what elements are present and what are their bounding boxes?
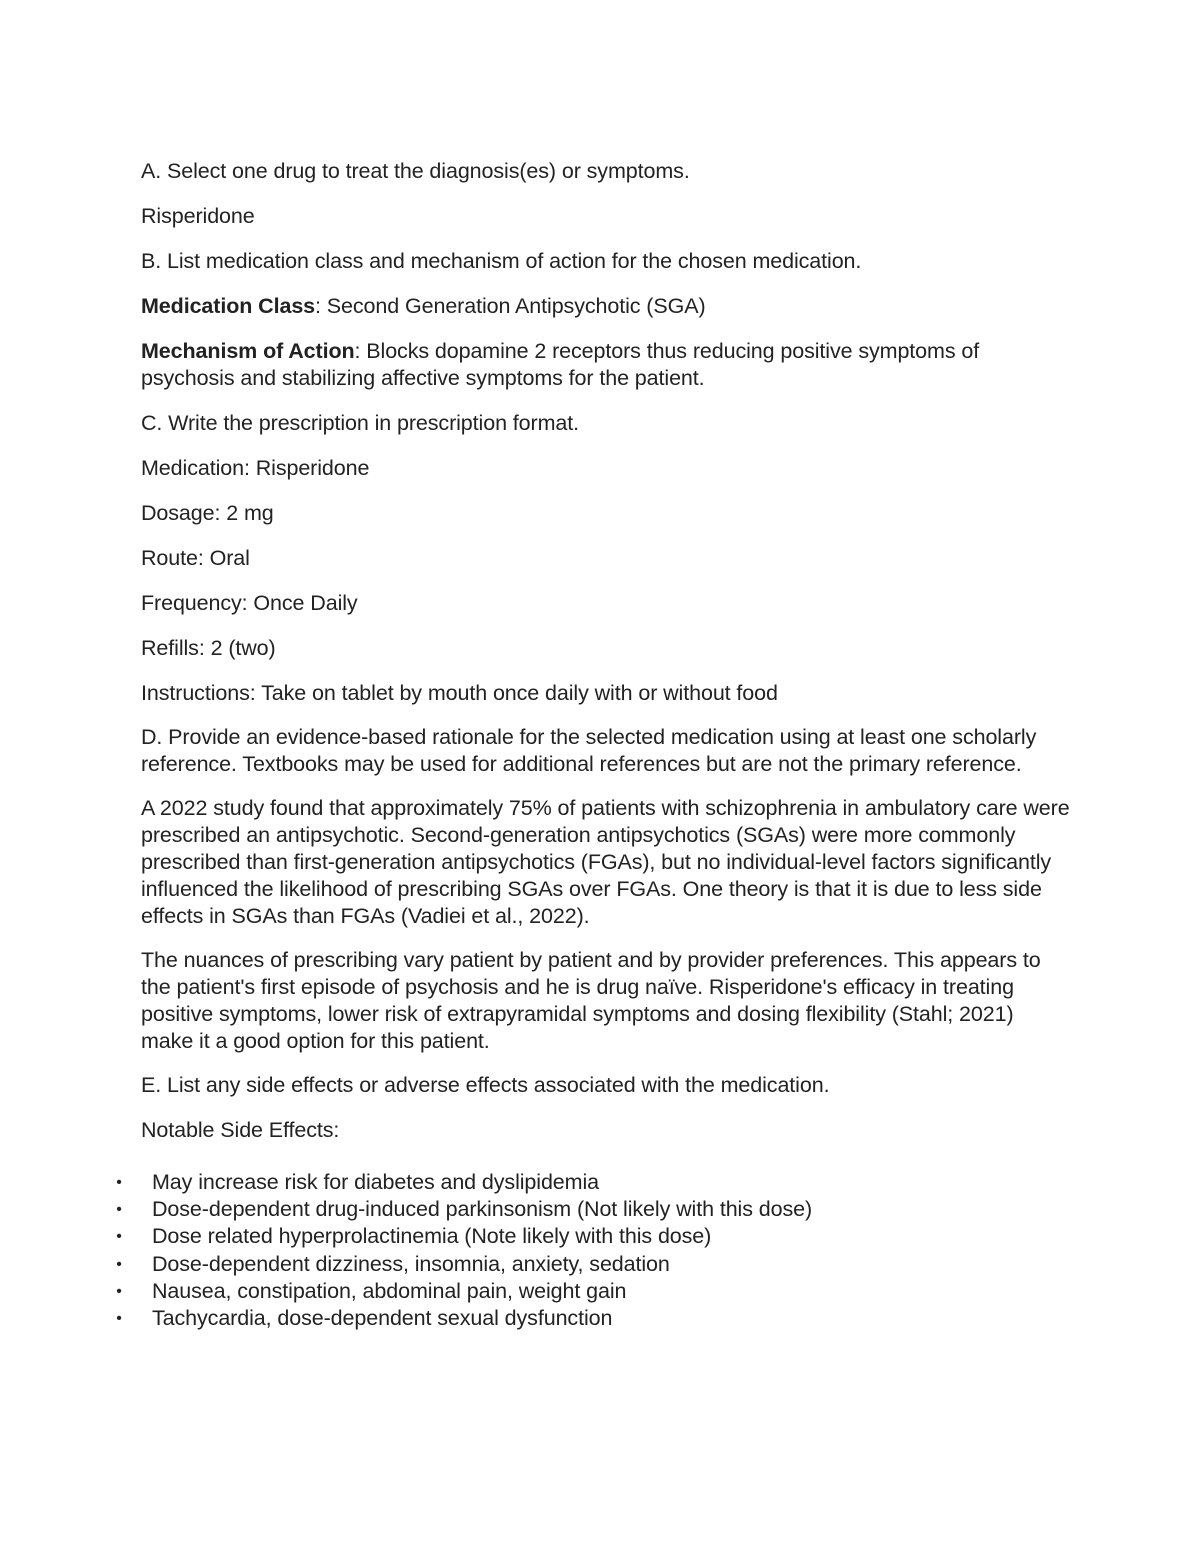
section-a-answer: Risperidone [141, 204, 255, 228]
mechanism-of-action [141, 338, 1071, 392]
rx-dosage: Dosage: 2 mg [141, 501, 274, 525]
medication-class-label: Medication Class [141, 294, 316, 318]
rx-medication: Medication: Risperidone [141, 456, 370, 480]
document-body [116, 158, 1071, 1332]
section-a-question: A. Select one drug to treat the diagnosis(es) or symptoms. [141, 159, 690, 183]
list-item-text: Dose-dependent drug-induced parkinsonism (Not likely with this dose) [152, 1197, 813, 1222]
mechanism-of-action-label: Mechanism of Action [141, 339, 355, 363]
side-effects-list [112, 1169, 1042, 1332]
bullet-icon: • [116, 1310, 122, 1328]
medication-class [141, 293, 1071, 320]
bullet-icon: • [116, 1255, 122, 1273]
list-item-text: Tachycardia, dose-dependent sexual dysfunction [152, 1306, 613, 1331]
list-item [112, 1305, 1042, 1332]
bullet-icon: • [116, 1228, 122, 1246]
list-item-text: Dose related hyperprolactinemia (Note likely with this dose) [152, 1224, 712, 1249]
list-item-text: Dose-dependent dizziness, insomnia, anxiety, sedation [152, 1251, 670, 1276]
list-item [112, 1278, 1042, 1305]
rx-frequency: Frequency: Once Daily [141, 591, 358, 615]
list-item [112, 1169, 1042, 1196]
list-item-text: May increase risk for diabetes and dyslipidemia [152, 1170, 600, 1194]
mechanism-of-action-value: : Blocks dopamine 2 receptors thus reducing positive symptoms of psychosis and stabilizing affective symptoms for the patient. [141, 339, 980, 390]
rationale-paragraph-1: A 2022 study found that approximately 75% of patients with schizophrenia in ambulatory care were prescribed an antipsychotic. Second-generation antipsychotics (SGAs) were more commonly prescribed than first-generation antipsychotics (FGAs), but no individual-level factors significantly influenced the likelihood of prescribing SGAs over FGAs. One theory is that it is due to less side effects in SGAs than FGAs (Vadiei et al., 2022). [141, 796, 1070, 928]
section-c-question: C. Write the prescription in prescription format. [141, 411, 580, 435]
bullet-icon: • [116, 1282, 122, 1300]
rationale-paragraph-2: The nuances of prescribing vary patient by patient and by provider preferences. This appears to the patient's first episode of psychosis and he is drug naïve. Risperidone's efficacy in treating positive symptoms, lower risk of extrapyramidal symptoms and dosing flexibility (Stahl; 2021) make it a good option for this patient. [141, 948, 1041, 1053]
side-effects-heading: Notable Side Effects: [141, 1118, 340, 1142]
bullet-icon: • [116, 1201, 122, 1219]
rx-route: Route: Oral [141, 546, 250, 570]
list-item [112, 1223, 1042, 1250]
section-e-question: E. List any side effects or adverse effects associated with the medication. [141, 1073, 830, 1097]
medication-class-value: : Second Generation Antipsychotic (SGA) [315, 294, 706, 318]
bullet-icon: • [116, 1174, 122, 1191]
rx-refills: Refills: 2 (two) [141, 636, 276, 660]
list-item [112, 1196, 1042, 1223]
rx-instructions: Instructions: Take on tablet by mouth once daily with or without food [141, 681, 778, 705]
section-b-question: B. List medication class and mechanism of action for the chosen medication. [141, 249, 862, 273]
list-item-text: Nausea, constipation, abdominal pain, weight gain [152, 1278, 627, 1303]
list-item [112, 1251, 1042, 1278]
section-d-question: D. Provide an evidence-based rationale for the selected medication using at least one scholarly reference. Textbooks may be used for additional references but are not the primary reference. [141, 725, 1037, 776]
